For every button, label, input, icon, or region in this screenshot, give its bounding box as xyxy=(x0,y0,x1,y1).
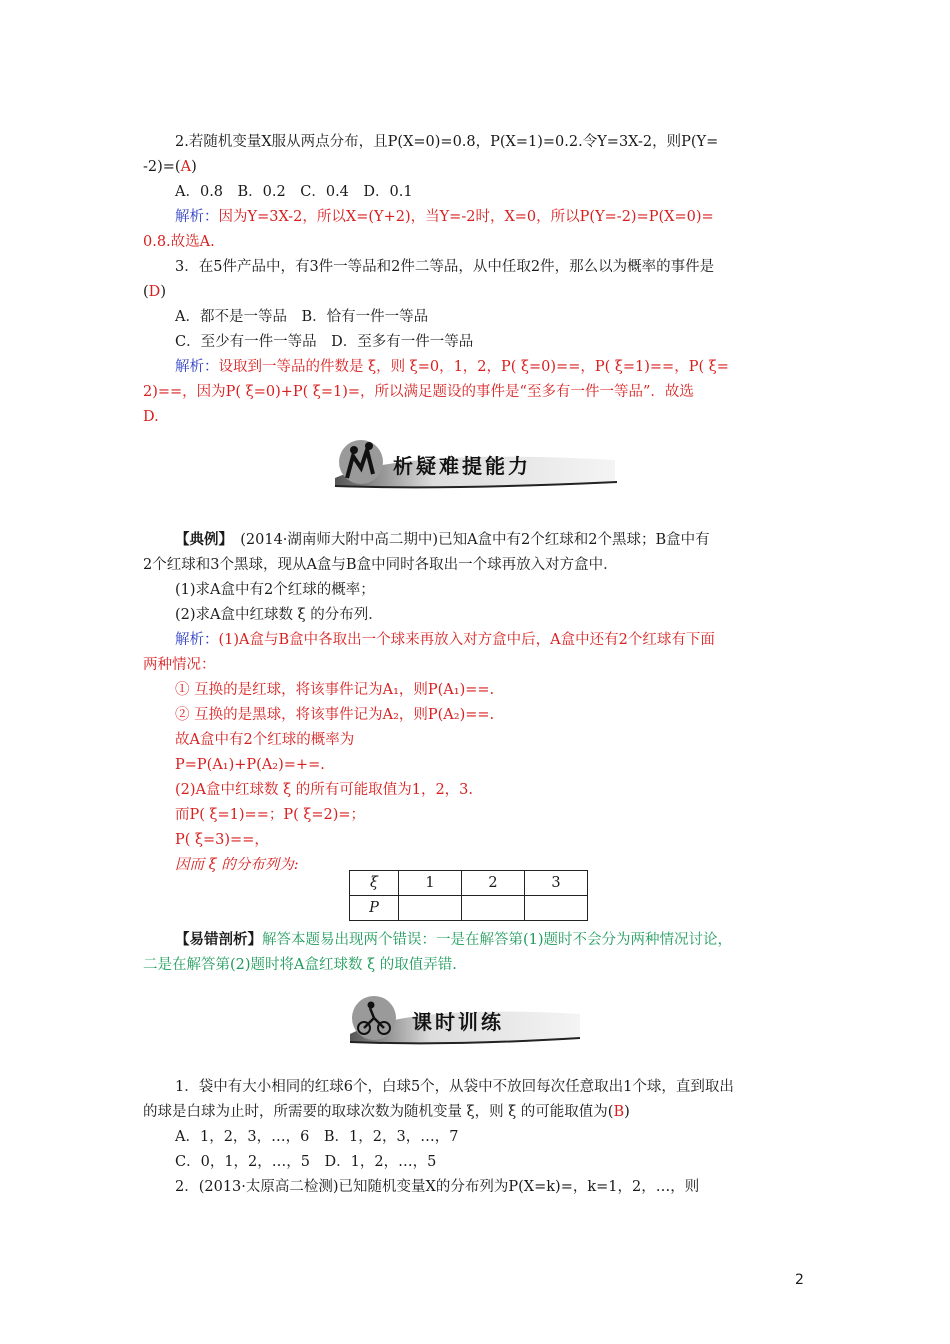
practice-q1-line2: 的球是白球为止时，所需要的取球次数为随机变量 ξ，则 ξ 的可能取值为(B) xyxy=(143,1104,630,1120)
example-case2: ② 互换的是黑球，将该事件记为A₂，则P(A₂)==. xyxy=(175,707,495,723)
example-stem-line1: 【典例】 (2014·湖南师大附中高二期中)已知A盒中有2个红球和2个黑球；B盒中有 xyxy=(175,531,710,548)
banner-title: 析疑难提能力 xyxy=(393,454,531,478)
q2-stem-line1: 2.若随机变量X服从两点分布，且P(X=0)=0.8，P(X=1)=0.2.令Y=3X-2，则P(Y= xyxy=(175,134,719,150)
practice-q1-options-cd: C．0，1，2，…，5 D．1，2，…，5 xyxy=(175,1154,437,1170)
table-cell xyxy=(399,896,462,921)
table-row xyxy=(350,896,588,921)
distribution-table xyxy=(349,870,588,921)
error-analysis-line2: 二是在解答第(2)题时将A盒红球数 ξ 的取值弄错. xyxy=(143,957,457,973)
example-part2-line2: 而P( ξ=1)==；P( ξ=2)=； xyxy=(175,807,366,823)
example-analysis-line2: 两种情况： xyxy=(143,657,216,673)
q3-analysis-line1: 解析：设取到一等品的件数是 ξ，则 ξ=0，1，2，P( ξ=0)==，P( ξ=1)==，P( ξ= xyxy=(175,359,729,375)
page-number: 2 xyxy=(795,1272,804,1288)
practice-q1-line1: 1．袋中有大小相同的红球6个，白球5个，从袋中不放回每次任意取出1个球，直到取出 xyxy=(175,1079,734,1095)
table-cell xyxy=(462,896,525,921)
practice-q2-line1: 2．(2013·太原高二检测)已知随机变量X的分布列为P(X=k)=，k=1，2，…，则 xyxy=(175,1179,700,1195)
q3-options-ab: A．都不是一等品 B．恰有一件一等品 xyxy=(175,309,429,325)
example-conclude1: 故A盒中有2个红球的概率为 xyxy=(175,732,355,748)
table-cell: 1 xyxy=(399,871,462,896)
q3-analysis-line2: 2)==，因为P( ξ=0)+P( ξ=1)=，所以满足题设的事件是“至多有一件一等品”．故选 xyxy=(143,384,694,400)
example-part2: (2)求A盒中红球数 ξ 的分布列． xyxy=(175,607,383,623)
example-part2-line4: 因而 ξ 的分布列为: xyxy=(175,857,299,873)
example-stem-line2: 2个红球和3个黑球，现从A盒与B盒中同时各取出一个球再放入对方盒中． xyxy=(143,557,618,573)
q2-analysis-line2: 0.8.故选A. xyxy=(143,234,215,250)
section-banner-practice xyxy=(340,994,585,1046)
section-banner-analysis xyxy=(325,438,625,490)
table-row xyxy=(350,871,588,896)
example-part2-line3: P( ξ=3)==， xyxy=(175,832,269,848)
example-case1: ① 互换的是红球，将该事件记为A₁，则P(A₁)==. xyxy=(175,682,495,698)
table-cell: 3 xyxy=(525,871,588,896)
example-part1: (1)求A盒中有2个红球的概率； xyxy=(175,582,375,598)
q2-analysis-line1: 解析：因为Y=3X-2，所以X=(Y+2)，当Y=-2时，X=0，所以P(Y=-2)=P(X=0)= xyxy=(175,209,714,225)
table-cell: P xyxy=(350,896,399,921)
q2-stem-line2: -2)=(A) xyxy=(143,159,197,175)
q3-stem-line2: (D) xyxy=(143,284,166,300)
example-conclude2: P=P(A₁)+P(A₂)=+=. xyxy=(175,757,325,773)
table-cell xyxy=(525,896,588,921)
example-analysis-line1: 解析：(1)A盒与B盒中各取出一个球来再放入对方盒中后，A盒中还有2个红球有下面 xyxy=(175,632,715,648)
q3-analysis-line3: D. xyxy=(143,409,159,425)
example-part2-line1: (2)A盒中红球数 ξ 的所有可能取值为1，2，3. xyxy=(175,782,473,798)
banner-title: 课时训练 xyxy=(412,1010,504,1034)
q2-options: A．0.8 B．0.2 C．0.4 D．0.1 xyxy=(175,184,413,200)
error-analysis-line1: 【易错剖析】解答本题易出现两个错误：一是在解答第(1)题时不会分为两种情况讨论， xyxy=(175,931,733,948)
q2-answer: A xyxy=(180,159,192,175)
q3-options-cd: C．至少有一件一等品 D．至多有一件一等品 xyxy=(175,334,474,350)
table-cell: ξ xyxy=(350,871,399,896)
practice-q1-answer: B xyxy=(613,1104,625,1120)
q3-stem-line1: 3．在5件产品中，有3件一等品和2件二等品，从中任取2件，那么以为概率的事件是 xyxy=(175,259,715,275)
practice-q1-options-ab: A．1，2，3，…，6 B．1，2，3，…，7 xyxy=(175,1129,459,1145)
q3-answer: D xyxy=(148,284,161,300)
table-cell: 2 xyxy=(462,871,525,896)
